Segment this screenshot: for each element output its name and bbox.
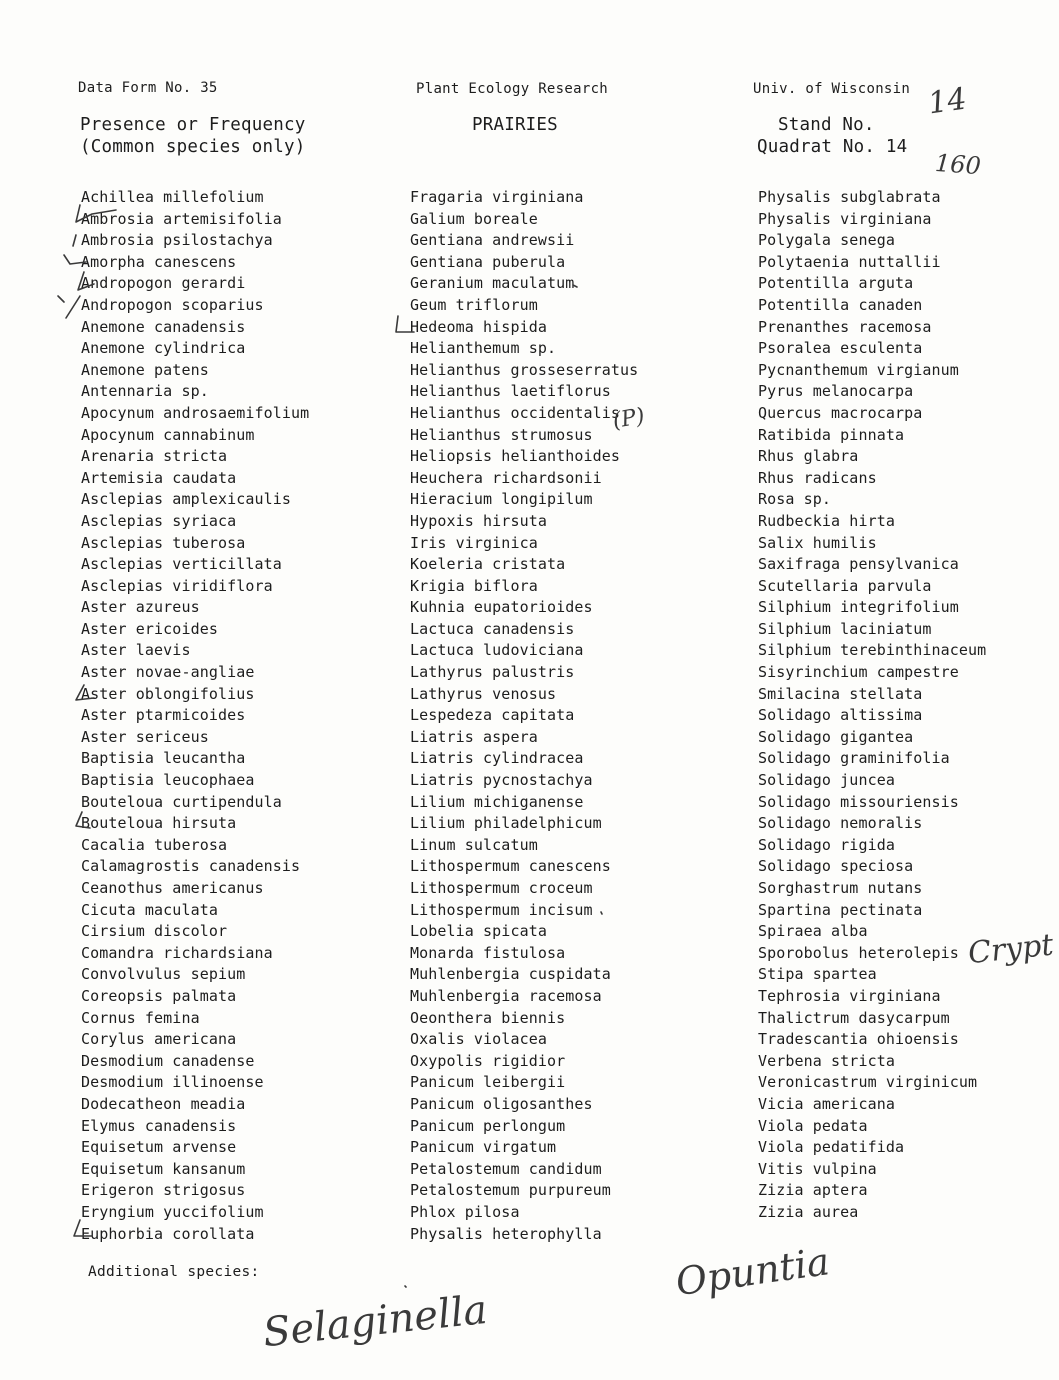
species-item: Baptisia leucophaea (81, 771, 255, 790)
species-item: Muhlenbergia cuspidata (410, 965, 611, 984)
species-item: Aster oblongifolius (81, 684, 255, 703)
species-item: Muhlenbergia racemosa (410, 986, 602, 1005)
species-item: Solidago speciosa (758, 857, 914, 876)
species-item: Zizia aptera (758, 1181, 868, 1200)
university: Univ. of Wisconsin (753, 81, 911, 97)
species-item: Helianthus strumosus (410, 425, 593, 444)
organization: Plant Ecology Research (416, 81, 609, 97)
species-item: Rosa sp. (758, 490, 832, 509)
species-item: Zizia aurea (758, 1202, 859, 1221)
species-item: Desmodium illinoense (81, 1073, 264, 1092)
species-item: Aster laevis (81, 641, 191, 660)
species-item: Dodecatheon meadia (81, 1094, 246, 1113)
form-type-line2: (Common species only) (80, 137, 306, 157)
species-item: Erigeron strigosus (81, 1181, 246, 1200)
species-item: Andropogon gerardi (81, 274, 246, 293)
species-item: Tradescantia ohioensis (758, 1030, 959, 1049)
species-item: Physalis virginiana (758, 209, 932, 228)
species-item: Sporobolus heterolepis (758, 943, 959, 962)
species-item: Saxifraga pensylvanica (758, 555, 959, 574)
species-item: Heuchera richardsonii (410, 468, 602, 487)
species-item: Solidago graminifolia (758, 749, 950, 768)
species-item: Psoralea esculenta (758, 339, 923, 358)
handwritten-stand-value: 14 (926, 81, 969, 122)
species-item: Gentiana andrewsii (410, 231, 575, 250)
form-type-line1: Presence or Frequency (80, 115, 306, 135)
species-item: Potentilla arguta (758, 274, 914, 293)
species-item: Viola pedatifida (758, 1138, 905, 1157)
species-item: Geum triflorum (410, 295, 538, 314)
species-item: Asclepias viridiflora (81, 576, 273, 595)
species-item: Quercus macrocarpa (758, 403, 923, 422)
page-title: PRAIRIES (472, 115, 558, 135)
species-item: Panicum oligosanthes (410, 1094, 593, 1113)
species-item: Rhus glabra (758, 447, 859, 466)
species-item: Koeleria cristata (410, 555, 566, 574)
species-item: Solidago nemoralis (758, 814, 923, 833)
species-item: Lespedeza capitata (410, 706, 575, 725)
species-item: Aster novae-angliae (81, 663, 255, 682)
stand-label: Stand No. (778, 115, 875, 135)
species-item: Gentiana puberula (410, 252, 566, 271)
species-item: Fragaria virginiana (410, 188, 584, 206)
species-item: Amorpha canescens (81, 252, 237, 271)
species-item: Calamagrostis canadensis (81, 857, 301, 876)
species-item: Silphium terebinthinaceum (758, 641, 987, 660)
species-item: Lilium michiganense (410, 792, 584, 811)
species-item: Equisetum kansanum (81, 1159, 246, 1178)
species-item: Asclepias syriaca (81, 511, 237, 530)
species-item: Linum sulcatum (410, 835, 538, 854)
species-item: Baptisia leucantha (81, 749, 246, 768)
species-item: Corylus americana (81, 1030, 237, 1049)
handwritten-quadrat-note: 160 (934, 148, 982, 181)
species-item: Liatris cylindracea (410, 749, 584, 768)
species-item: Antennaria sp. (81, 382, 209, 401)
species-item: Physalis subglabrata (758, 188, 941, 206)
species-item: Prenanthes racemosa (758, 317, 932, 336)
species-item: Cornus femina (81, 1008, 200, 1027)
species-item: Artemisia caudata (81, 468, 237, 487)
species-item: Monarda fistulosa (410, 943, 566, 962)
species-item: Andropogon scoparius (81, 295, 264, 314)
species-item: Arenaria stricta (81, 447, 228, 466)
species-item: Krigia biflora (410, 576, 538, 595)
species-item: Petalostemum purpureum (410, 1181, 611, 1200)
species-item: Apocynum androsaemifolium (81, 403, 310, 422)
species-column-2 (410, 187, 638, 1245)
species-item: Liatris pycnostachya (410, 771, 593, 790)
species-item: Rhus radicans (758, 468, 877, 487)
species-item: Salix humilis (758, 533, 877, 552)
species-item: Cirsium discolor (81, 922, 228, 941)
species-item: Lathyrus venosus (410, 684, 557, 703)
species-item: Lilium philadelphicum (410, 814, 602, 833)
species-item: Solidago missouriensis (758, 792, 959, 811)
species-item: Solidago juncea (758, 771, 895, 790)
species-item: Bouteloua curtipendula (81, 792, 282, 811)
species-item: Veronicastrum virginicum (758, 1073, 978, 1092)
species-item: Panicum virgatum (410, 1138, 557, 1157)
species-item: Scutellaria parvula (758, 576, 932, 595)
species-item: Helianthus grosseserratus (410, 360, 639, 379)
species-item: Lathyrus palustris (410, 663, 575, 682)
species-item: Eryngium yuccifolium (81, 1202, 264, 1221)
check-mark-icon (73, 235, 76, 246)
species-item: Solidago altissima (758, 706, 923, 725)
species-item: Desmodium canadense (81, 1051, 255, 1070)
species-item: Stipa spartea (758, 965, 877, 984)
species-item: Lobelia spicata (410, 922, 547, 941)
species-item: Helianthus laetiflorus (410, 382, 611, 401)
species-item: Convolvulus sepium (81, 965, 246, 984)
species-item: Smilacina stellata (758, 684, 923, 703)
species-item: Coreopsis palmata (81, 986, 237, 1005)
species-item: Galium boreale (410, 209, 538, 228)
species-item: Achillea millefolium (81, 188, 264, 206)
species-item: Pyrus melanocarpa (758, 382, 914, 401)
species-item: Lithospermum canescens (410, 857, 611, 876)
species-item: Apocynum cannabinum (81, 425, 255, 444)
check-mark-icon (58, 296, 80, 318)
species-item: Viola pedata (758, 1116, 868, 1135)
species-item: Verbena stricta (758, 1051, 895, 1070)
species-item: Cacalia tuberosa (81, 835, 228, 854)
species-item: Aster sericeus (81, 727, 209, 746)
species-item: Spartina pectinata (758, 900, 923, 919)
species-item: Liatris aspera (410, 727, 538, 746)
species-item: Thalictrum dasycarpum (758, 1008, 950, 1027)
species-item: Hypoxis hirsuta (410, 511, 547, 530)
form-number: Data Form No. 35 (78, 80, 218, 96)
handwritten-helianthus-note: (P) (610, 403, 647, 434)
species-item: Anemone canadensis (81, 317, 246, 336)
species-item: Pycnanthemum virgianum (758, 360, 959, 379)
species-item: Elymus canadensis (81, 1116, 237, 1135)
species-item: Silphium integrifolium (758, 598, 959, 617)
species-item: Lithospermum incisum (410, 900, 593, 919)
species-item: Asclepias verticillata (81, 555, 282, 574)
species-item: Aster ericoides (81, 619, 218, 638)
species-item: Spiraea alba (758, 922, 868, 941)
species-item: Aster azureus (81, 598, 200, 617)
handwritten-sporobolus-note: Crypt (966, 927, 1056, 972)
species-item: Helianthemum sp. (410, 339, 557, 358)
handwritten-additional-2: Opuntia (672, 1239, 833, 1305)
species-item: Equisetum arvense (81, 1138, 237, 1157)
species-item: Kuhnia eupatorioides (410, 598, 593, 617)
species-item: Ambrosia artemisifolia (81, 209, 282, 228)
handwritten-additional-1: Selaginella (260, 1286, 490, 1357)
species-column-3 (758, 187, 986, 1224)
species-item: Lactuca ludoviciana (410, 641, 584, 660)
species-item: Anemone cylindrica (81, 339, 246, 358)
additional-species-label: Additional species: (88, 1264, 260, 1280)
species-item: Vitis vulpina (758, 1159, 877, 1178)
species-item: Oeonthera biennis (410, 1008, 566, 1027)
species-item: Petalostemum candidum (410, 1159, 602, 1178)
species-item: Physalis heterophylla (410, 1224, 602, 1243)
species-item: Polytaenia nuttallii (758, 252, 941, 271)
species-item: Ratibida pinnata (758, 425, 905, 444)
species-item: Lithospermum croceum (410, 879, 593, 897)
species-item: Panicum perlongum (410, 1116, 566, 1135)
quadrat-label: Quadrat No. 14 (757, 137, 908, 157)
species-item: Aster ptarmicoides (81, 706, 246, 725)
species-item: Euphorbia corollata (81, 1224, 255, 1243)
species-item: Lactuca canadensis (410, 619, 575, 638)
species-item: Geranium maculatum (410, 274, 575, 293)
species-item: Silphium laciniatum (758, 619, 932, 638)
species-item: Oxypolis rigidior (410, 1051, 566, 1070)
species-item: Hedeoma hispida (410, 317, 547, 336)
species-item: Rudbeckia hirta (758, 511, 895, 530)
species-item: Potentilla canaden (758, 295, 923, 314)
species-item: Asclepias amplexicaulis (81, 490, 292, 509)
species-item: Iris virginica (410, 533, 538, 552)
species-item: Ceanothus americanus (81, 879, 264, 897)
species-item: Bouteloua hirsuta (81, 814, 237, 833)
species-item: Polygala senega (758, 231, 895, 250)
species-item: Heliopsis helianthoides (410, 447, 621, 466)
species-item: Phlox pilosa (410, 1202, 520, 1221)
species-item: Panicum leibergii (410, 1073, 566, 1092)
species-item: Sorghastrum nutans (758, 879, 923, 897)
species-item: Anemone patens (81, 360, 209, 379)
species-item: Sisyrinchium campestre (758, 663, 959, 682)
species-item: Vicia americana (758, 1094, 895, 1113)
species-item: Asclepias tuberosa (81, 533, 246, 552)
species-item: Tephrosia virginiana (758, 986, 941, 1005)
species-column-1 (81, 187, 309, 1245)
species-item: Oxalis violacea (410, 1030, 547, 1049)
species-item: Ambrosia psilostachya (81, 231, 273, 250)
species-item: Cicuta maculata (81, 900, 218, 919)
species-item: Comandra richardsiana (81, 943, 273, 962)
species-item: Solidago gigantea (758, 727, 914, 746)
species-item: Hieracium longipilum (410, 490, 593, 509)
species-item: Helianthus occidentalis (410, 403, 621, 422)
dot-mark-icon (405, 1286, 406, 1287)
species-item: Solidago rigida (758, 835, 895, 854)
